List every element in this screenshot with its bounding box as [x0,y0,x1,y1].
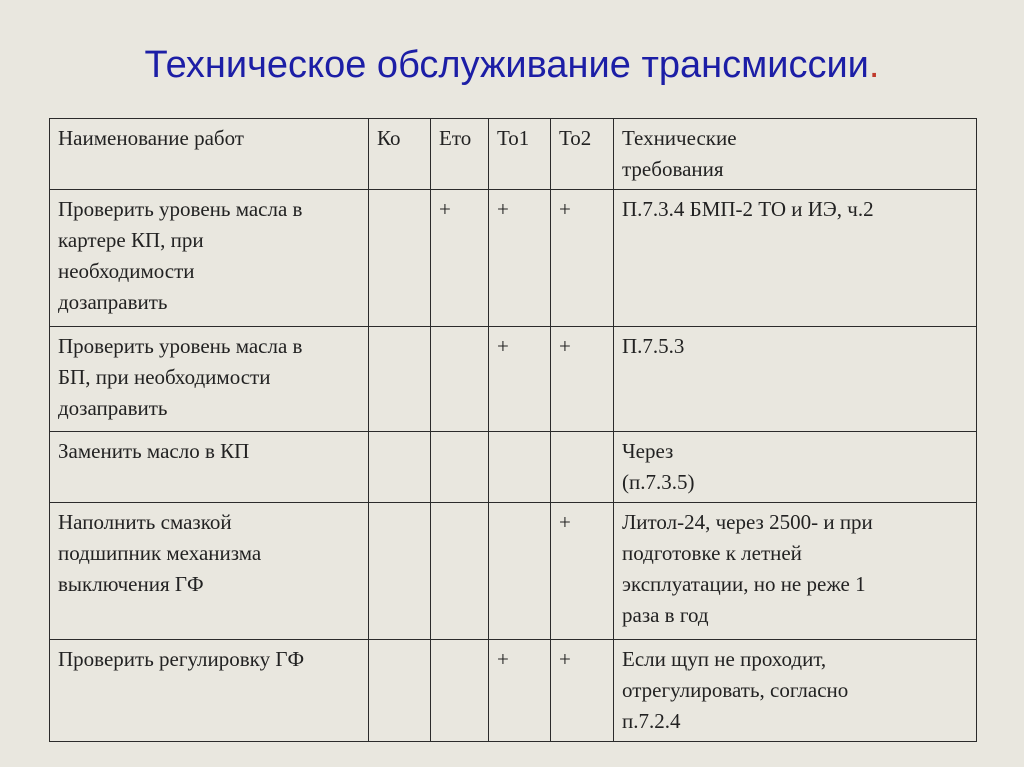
cell-to1 [489,503,551,640]
cell-ko [369,640,431,742]
table-row [50,327,977,432]
cell-name: Заменить масло в КП [50,432,369,503]
header-requirements: Технические требования [614,119,977,190]
cell-ko [369,190,431,327]
table-header-row [50,119,977,190]
page-title-dot: . [868,44,880,86]
cell-requirements: Через (п.7.3.5) [614,432,977,503]
table-row [50,503,977,640]
cell-eto [431,327,489,432]
cell-eto [431,640,489,742]
header-to1: То1 [489,119,551,190]
cell-to2: + [551,190,614,327]
cell-name: Проверить уровень масла в картере КП, при необходимости дозаправить [50,190,369,327]
header-eto: Ето [431,119,489,190]
cell-to1: + [489,190,551,327]
header-ko: Ко [369,119,431,190]
header-to2: То2 [551,119,614,190]
header-name: Наименование работ [50,119,369,190]
cell-to2: + [551,327,614,432]
cell-requirements: Если щуп не проходит, отрегулировать, согласно п.7.2.4 [614,640,977,742]
cell-ko [369,432,431,503]
cell-to2 [551,432,614,503]
cell-requirements: П.7.3.4 БМП-2 ТО и ИЭ, ч.2 [614,190,977,327]
cell-name: Проверить уровень масла в БП, при необходимости дозаправить [50,327,369,432]
cell-to1: + [489,640,551,742]
table-row [50,190,977,327]
cell-name: Наполнить смазкой подшипник механизма выключения ГФ [50,503,369,640]
page-title [0,44,1024,87]
table-row [50,432,977,503]
maintenance-table [49,118,977,742]
cell-name: Проверить регулировку ГФ [50,640,369,742]
cell-to2: + [551,503,614,640]
cell-requirements: Литол-24, через 2500- и при подготовке к летней эксплуатации, но не реже 1 раза в год [614,503,977,640]
cell-to1 [489,432,551,503]
cell-eto [431,503,489,640]
cell-eto: + [431,190,489,327]
cell-to2: + [551,640,614,742]
cell-ko [369,503,431,640]
cell-ko [369,327,431,432]
cell-eto [431,432,489,503]
page-title-text: Техническое обслуживание трансмиссии [144,44,869,86]
cell-to1: + [489,327,551,432]
cell-requirements: П.7.5.3 [614,327,977,432]
table-row [50,640,977,742]
